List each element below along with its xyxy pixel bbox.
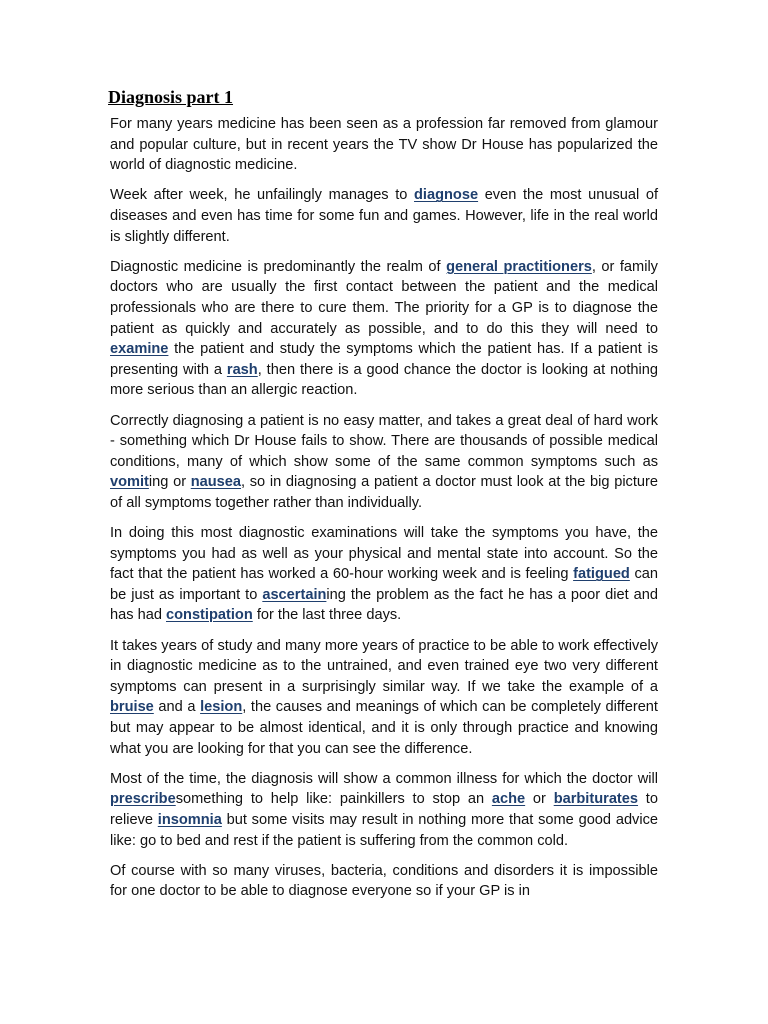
paragraph-4-text-3: , so in diagnosing a patient a doctor must look at the big picture of all symptoms together rather than individually. [110,474,659,511]
paragraph-6-text-2: and a [153,699,201,716]
link-barbiturates[interactable]: barbiturates [553,791,639,808]
link-lesion[interactable]: lesion [200,699,243,716]
paragraph-5-text-4: for the last three days. [252,607,402,624]
link-fatigued[interactable]: fatigued [573,566,630,583]
paragraph-7-text-2: something to help like: painkillers to stop an [175,791,492,808]
paragraph-6-text-3: , the causes and meanings of which can be completely different but may appear to be almost identical, and it is only through practice and knowing what you are looking for that you can see the difference. [110,699,658,757]
link-vomit[interactable]: vomit [110,474,149,491]
paragraph-6-text-1: It takes years of study and many more years of practice to be able to work effectively in diagnostic medicine as to the untrained, and even trained eye two very different symptoms can present in a surprisingly similar way. If we take the example of a [110,637,658,695]
paragraph-8-text: Of course with so many viruses, bacteria, conditions and disorders it is impossible for one doctor to be able to diagnose everyone so if your GP is in [110,862,658,900]
paragraph-7-text-4: to relieve [110,791,658,828]
paragraph-8 [110,861,658,902]
paragraph-3-text-4: , then there is a good chance the doctor is looking at nothing more serious than an allergic reaction. [110,361,658,399]
paragraph-7 [110,769,658,851]
paragraph-2-text-2: even the most unusual of diseases and even has time for some fun and games. However, life in the real world is slightly different. [110,187,659,245]
paragraph-4-text-1: Correctly diagnosing a patient is no easy matter, and takes a great deal of hard work - something which Dr House fails to show. There are thousands of possible medical conditions, many of which show some of the same common symptoms such as [110,412,658,470]
paragraph-5-text-3: ing the problem as the fact he has a poor diet and has had [110,586,658,624]
link-rash[interactable]: rash [226,361,258,378]
paragraph-4-text-2: ing or [148,474,191,491]
link-insomnia[interactable]: insomnia [157,811,222,828]
link-bruise[interactable]: bruise [110,699,154,716]
paragraph-7-text-5: but some visits may result in nothing more that some good advice like: go to bed and rest if the patient is suffering from the common cold. [110,811,659,849]
link-nausea[interactable]: nausea [190,474,242,491]
link-ascertain[interactable]: ascertain [262,586,327,603]
paragraph-3 [110,257,658,401]
paragraph-7-text-3: or [525,791,554,808]
link-ache[interactable]: ache [491,791,526,808]
paragraph-2-text-1: Week after week, he unfailingly manages to [110,187,415,204]
paragraph-5-text-2: can be just as important to [110,566,658,603]
paragraph-3-text-3: the patient and study the symptoms which the patient has. If a patient is presenting with a [110,341,658,378]
paragraph-3-text-1: Diagnostic medicine is predominantly the realm of [110,258,447,275]
link-prescribe[interactable]: prescribe [110,791,176,808]
link-general-practitioners[interactable]: general practitioners [446,258,592,275]
document-title: Diagnosis part 1 [108,87,234,107]
paragraph-6 [110,636,658,760]
paragraph-2 [110,185,658,247]
paragraph-5 [110,523,658,626]
paragraph-3-text-2: , or family doctors who are usually the first contact between the patient and the medical professionals who are there to cure them. The priority for a GP is to diagnose the patient as quickly and accurately as possible, and to do this they will need to [110,258,658,337]
paragraph-1-text: For many years medicine has been seen as a profession far removed from glamour and popular culture, but in recent years the TV show Dr House has popularized the world of diagnostic medicine. [110,116,658,174]
link-constipation[interactable]: constipation [166,607,253,624]
paragraph-1 [110,114,658,176]
paragraph-7-text-1: Most of the time, the diagnosis will show a common illness for which the doctor will [110,770,658,787]
paragraph-5-text-1: In doing this most diagnostic examinations will take the symptoms you have, the symptoms you had as well as your physical and mental state into account. So the fact that the patient has worked a 60-hour working week and is feeling [110,525,658,583]
document-page [110,86,658,912]
link-examine[interactable]: examine [110,341,169,358]
paragraph-4 [110,411,658,514]
link-diagnose[interactable]: diagnose [414,187,479,204]
